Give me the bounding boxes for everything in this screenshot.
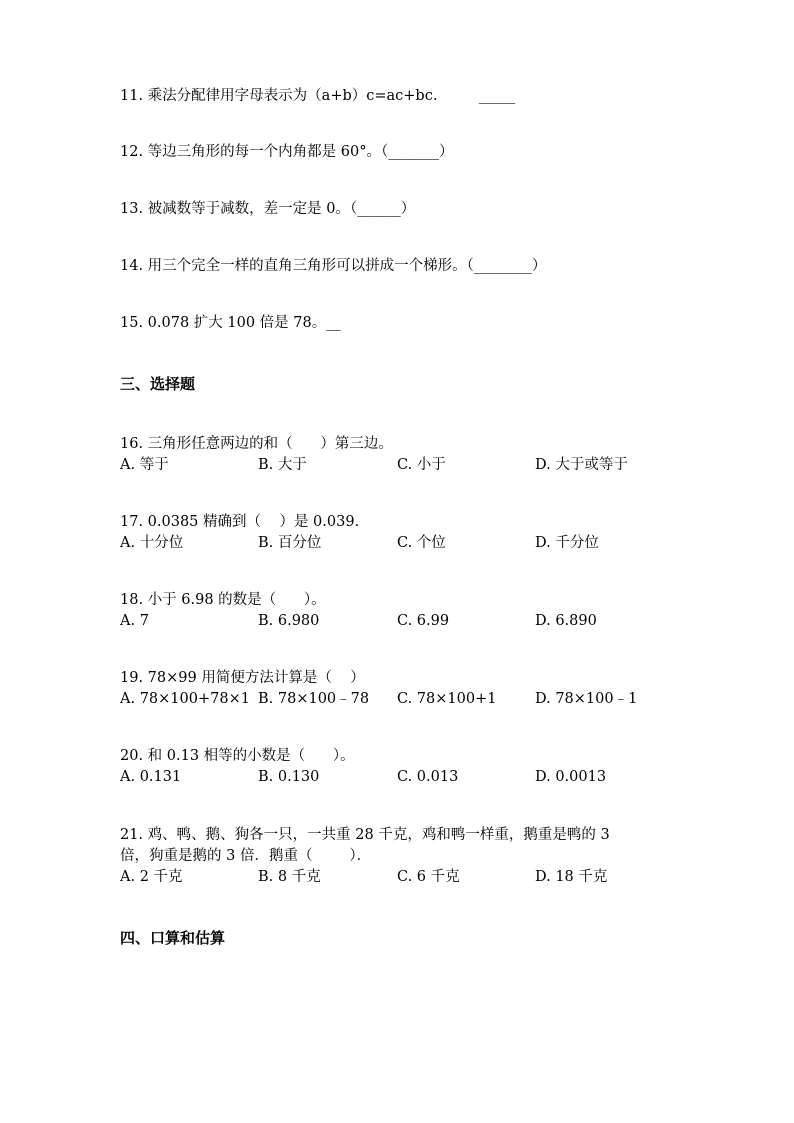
option-c: C. 6.99 [397,613,450,629]
question-19-options [120,690,680,708]
question-18-stem: 18. 小于 6.98 的数是（ ）。 [120,592,326,608]
option-b: B. 78×100﹣78 [258,691,370,707]
option-a: A. 0.131 [120,769,182,785]
question-14: 14. 用三个完全一样的直角三角形可以拼成一个梯形。（________） [120,258,547,274]
option-d: D. 大于或等于 [535,457,628,473]
option-b: B. 百分位 [258,535,322,551]
question-19-stem: 19. 78×99 用简便方法计算是（ ） [120,670,365,686]
question-17-stem: 17. 0.0385 精确到（ ）是 0.039. [120,514,360,530]
option-b: B. 0.130 [258,769,320,785]
option-c: C. 0.013 [397,769,459,785]
option-a: A. 2 千克 [120,869,183,885]
question-13: 13. 被减数等于减数，差一定是 0。（______） [120,201,416,217]
question-21-stem-line2: 倍，狗重是鹅的 3 倍．鹅重（ ）． [120,848,372,864]
option-c: C. 6 千克 [397,869,460,885]
option-d: D. 78×100﹣1 [535,691,638,707]
option-d: D. 千分位 [535,535,599,551]
option-c: C. 78×100+1 [397,691,497,707]
option-a: A. 十分位 [120,535,184,551]
option-a: A. 7 [120,613,149,629]
question-11: 11. 乘法分配律用字母表示为（a+b）c=ac+bc. _____ [120,88,516,104]
question-16-options [120,456,680,474]
section-heading-mental-math: 四、口算和估算 [120,929,226,947]
option-d: D. 6.890 [535,613,597,629]
question-20-stem: 20. 和 0.13 相等的小数是（ ）。 [120,748,355,764]
option-a: A. 等于 [120,457,169,473]
option-d: D. 18 千克 [535,869,608,885]
option-b: B. 6.980 [258,613,320,629]
question-12: 12. 等边三角形的每一个内角都是 60°。（_______） [120,144,454,160]
option-b: B. 大于 [258,457,307,473]
question-18-options [120,612,680,630]
question-21-stem-line1: 21. 鸡、鸭、鹅、狗各一只，一共重 28 千克，鸡和鸭一样重，鹅重是鸭的 3 [120,827,610,843]
option-c: C. 个位 [397,535,446,551]
option-d: D. 0.0013 [535,769,607,785]
section-heading-choice: 三、选择题 [120,375,196,393]
option-a: A. 78×100+78×1 [120,691,250,707]
question-20-options [120,768,680,786]
question-17-options [120,534,680,552]
question-21-options [120,868,680,886]
option-c: C. 小于 [397,457,446,473]
option-b: B. 8 千克 [258,869,321,885]
question-15: 15. 0.078 扩大 100 倍是 78。__ [120,315,341,331]
question-16-stem: 16. 三角形任意两边的和（ ）第三边。 [120,436,393,452]
